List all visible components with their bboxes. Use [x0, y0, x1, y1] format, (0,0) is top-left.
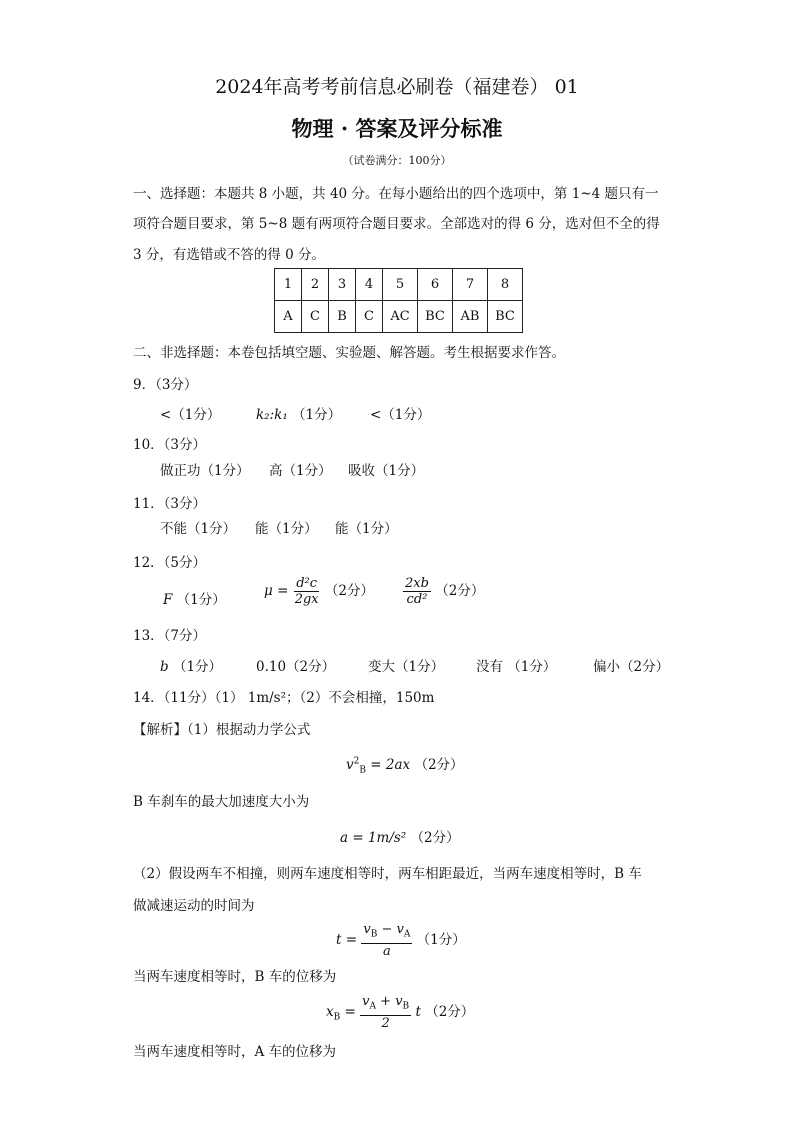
- question-number-cell: 4: [356, 269, 383, 301]
- q10-answer-3: 吸收（1分）: [348, 463, 425, 479]
- q11-heading: 11．（3分）: [133, 496, 207, 512]
- q10-answer-2: 高（1分）: [269, 463, 332, 479]
- eq2-expr: a = 1m/s²: [340, 830, 407, 846]
- section1-line1: 一、选择题：本题共 8 小题，共 40 分。在每小题给出的四个选项中，第 1~4 题只有一: [133, 186, 659, 202]
- answer-cell: AB: [453, 301, 488, 333]
- q14-equation-1: [346, 753, 464, 776]
- q11-answer-1: 不能（1分）: [160, 521, 237, 537]
- q11-answer-2: 能（1分）: [255, 521, 318, 537]
- question-number-cell: 1: [275, 269, 302, 301]
- q14-equation-3: [336, 922, 466, 959]
- fraction-denominator: cd²: [406, 592, 428, 607]
- answer-table-numbers-row: [275, 269, 523, 301]
- answer-cell: A: [275, 301, 302, 333]
- q12-answer-2-lhs: μ =: [264, 583, 289, 599]
- q13-answer-2: 0.10（2分）: [256, 659, 336, 675]
- score-note: （试卷满分：100分）: [342, 154, 452, 167]
- q9-heading: 9．（3分）: [133, 377, 198, 393]
- q13-answer-4: 没有 （1分）: [476, 659, 557, 675]
- q14-text-5: 当两车速度相等时，A 车的位移为: [133, 1044, 337, 1060]
- q12-answer-3-fraction: [403, 576, 431, 607]
- eq1-rhs: = 2ax: [370, 757, 411, 773]
- section1-line3: 3 分，有选错或不答的得 0 分。: [133, 247, 326, 263]
- eq4-tail: t: [415, 1003, 421, 1020]
- q13-answer-1-score: （1分）: [172, 659, 223, 675]
- eq1-score: （2分）: [414, 757, 464, 773]
- fraction-denominator: 2gx: [294, 592, 319, 607]
- eq1-lhs: $v^2_B$: [346, 756, 366, 776]
- eq3-lhs: t =: [336, 931, 358, 948]
- document-subtitle: 物理 · 答案及评分标准: [291, 116, 503, 141]
- answer-cell: BC: [488, 301, 523, 333]
- answer-table: [274, 268, 523, 333]
- eq4-score: （2分）: [425, 1003, 475, 1020]
- question-number-cell: 6: [418, 269, 453, 301]
- q9-answer-1: <（1分）: [160, 407, 221, 423]
- q14-equation-4: [326, 994, 474, 1031]
- answer-cell: AC: [383, 301, 418, 333]
- q9-answer-2-score: （1分）: [292, 407, 342, 423]
- q12-answer-1-var: F: [163, 592, 173, 608]
- eq4-lhs: $x_B$ =: [326, 1003, 356, 1023]
- q14-text-2: B 车刹车的最大加速度大小为: [133, 794, 310, 810]
- question-number-cell: 2: [302, 269, 329, 301]
- q12-answer-3-score: （2分）: [435, 583, 485, 599]
- answer-cell: BC: [418, 301, 453, 333]
- q12-answer-2-score: （2分）: [324, 583, 375, 599]
- fraction-numerator: $v_A + v_B$: [360, 994, 411, 1016]
- q13-heading: 13．（7分）: [133, 628, 207, 644]
- q12-answer-1-score: （1分）: [176, 592, 226, 608]
- q9-answer-3: <（1分）: [370, 407, 431, 423]
- q13-answer-3: 变大（1分）: [368, 659, 445, 675]
- question-number-cell: 3: [329, 269, 356, 301]
- q14-equation-2: [340, 826, 460, 846]
- q14-analysis-1: 【解析】（1）根据动力学公式: [133, 722, 311, 738]
- q12-answer-1: [163, 588, 226, 608]
- q12-answer-2: [264, 576, 374, 607]
- q12-heading: 12．（5分）: [133, 555, 207, 571]
- eq3-score: （1分）: [416, 931, 466, 948]
- section1-line2: 项符合题目要求，第 5~8 题有两项符合题目要求。全部选对的得 6 分，选对但不全的得: [133, 216, 660, 232]
- fraction-numerator: 2xb: [405, 576, 429, 591]
- q9-answer-2: [256, 403, 341, 423]
- q14-heading: 14．（11分）（1） 1m/s²；（2）不会相撞，150m: [133, 690, 435, 706]
- q10-answer-1: 做正功（1分）: [160, 463, 250, 479]
- q14-text-3a: （2）假设两车不相撞，则两车速度相等时，两车相距最近，当两车速度相等时，B 车: [133, 866, 642, 882]
- q10-heading: 10．（3分）: [133, 437, 207, 453]
- q9-answer-2-expr: k₂:k₁: [256, 407, 288, 423]
- fraction-numerator: $v_B - v_A$: [361, 922, 412, 944]
- eq3-fraction: [361, 922, 412, 959]
- eq4-fraction: [360, 994, 411, 1031]
- fraction-denominator: 2: [381, 1015, 390, 1031]
- q14-text-3b: 做减速运动的时间为: [133, 898, 255, 914]
- question-number-cell: 7: [453, 269, 488, 301]
- answer-table-answers-row: [275, 301, 523, 333]
- section2-intro: 二、非选择题：本卷包括填空题、实验题、解答题。考生根据要求作答。: [133, 345, 565, 361]
- q11-answer-3: 能（1分）: [335, 521, 398, 537]
- answer-cell: B: [329, 301, 356, 333]
- q12-answer-3: [403, 576, 484, 607]
- eq2-score: （2分）: [410, 830, 460, 846]
- q14-text-4: 当两车速度相等时，B 车的位移为: [133, 969, 337, 985]
- fraction-numerator: d²c: [296, 576, 318, 591]
- q13-answer-5: 偏小（2分）: [593, 659, 670, 675]
- q13-answer-1-var: b: [160, 659, 169, 675]
- q12-answer-2-fraction: [293, 576, 321, 607]
- question-number-cell: 8: [488, 269, 523, 301]
- document-title: 2024年高考考前信息必刷卷（福建卷） 01: [215, 76, 579, 98]
- question-number-cell: 5: [383, 269, 418, 301]
- q13-answer-1: [160, 655, 222, 675]
- answer-cell: C: [302, 301, 329, 333]
- fraction-denominator: a: [382, 943, 391, 959]
- answer-cell: C: [356, 301, 383, 333]
